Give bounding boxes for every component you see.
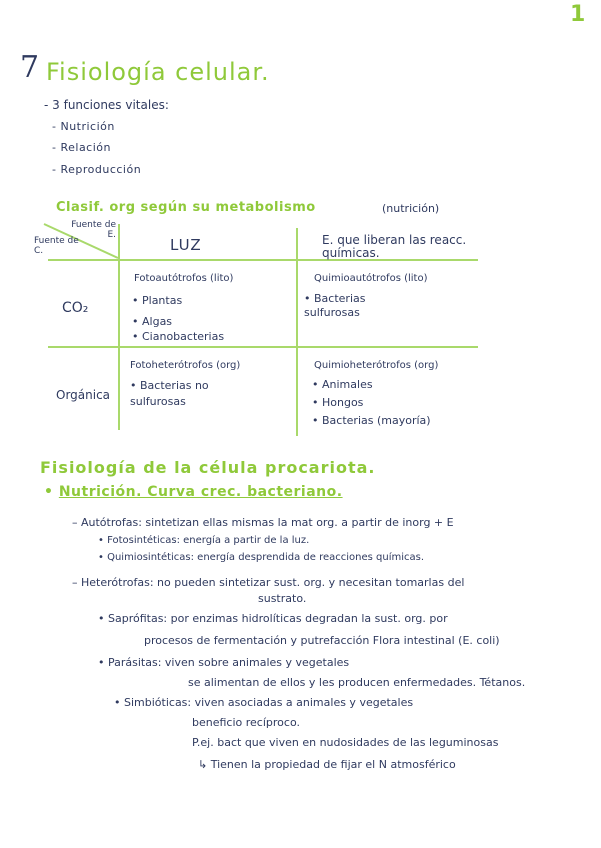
table-second-column-rule [296,228,298,436]
simbioticas-line: • Simbióticas: viven asociadas a animales y vegetales [114,696,414,709]
column-chemical: E. que liberan las reacc. químicas. [322,233,467,260]
intro-item-label: Nutrición [60,120,115,133]
cell-quimioheterotrofos-item-2: • Hongos [312,396,364,409]
chapter-number: 7 [20,50,40,85]
cell-fotoautotrofos-title: Fotoautótrofos (lito) [134,273,234,284]
intro-item-1: - Nutrición [52,120,115,133]
intro-item-label: Reproducción [60,163,142,176]
parasitas-line: • Parásitas: viven sobre animales y vegetales [98,656,350,669]
row-organic: Orgánica [56,388,111,402]
intro-item-3: - Reproducción [52,163,142,176]
autotrofas-line: – Autótrofas: sintetizan ellas mismas la mat org. a partir de inorg + E [72,516,454,529]
cell-quimioheterotrofos-title: Quimioheterótrofos (org) [314,360,439,371]
cell-quimioautotrofos-title: Quimioautótrofos (lito) [314,273,428,284]
intro-item-2: - Relación [52,141,111,154]
classification-note: (nutrición) [382,202,440,215]
cell-fotoheterotrofos-title: Fotoheterótrofos (org) [130,360,241,371]
parasitas-line-2: se alimentan de ellos y les producen enfermedades. Tétanos. [188,676,526,689]
simbioticas-line-2: beneficio recíproco. [192,716,300,729]
cell-item-label: Algas [142,315,173,328]
saprofitas-line: • Saprófitas: por enzimas hidrolíticas degradan la sust. org. por [98,612,448,625]
cell-fotoautotrofos-item-2: • Algas [132,315,173,328]
cell-quimioheterotrofos-item-3: • Bacterias (mayoría) [312,414,431,427]
column-light: LUZ [170,236,202,254]
corner-carbon-source: Fuente de C. [34,236,79,256]
simbioticas-line-4 [198,758,456,771]
page-number: 1 [570,2,586,27]
cell-fotoheterotrofos-item-1: • Bacterias no sulfurosas [130,379,209,408]
fotosinteticas-line: • Fotosintéticas: energía a partir de la luz. [98,535,310,546]
saprofitas-text: Saprófitas: por enzimas hidrolíticas degradan la sust. org. por [108,612,448,625]
heterotrofas-label: Heterótrofas [81,576,150,589]
procariota-subtitle-label: Nutrición. Curva crec. bacteriano. [58,484,343,500]
intro-lead-line: - 3 funciones vitales: [44,98,169,112]
quimiosinteticas-line: • Quimiosintéticas: energía desprendida de reacciones químicas. [98,552,425,563]
cell-item-label: Hongos [322,396,364,409]
corner-energy-source: Fuente de E. [71,220,116,240]
cell-quimioheterotrofos-item-1: • Animales [312,378,373,391]
table-row-rule [48,346,478,348]
cell-quimioautotrofos-item-1: • Bacterias sulfurosas [304,292,366,319]
procariota-subtitle: • Nutrición. Curva crec. bacteriano. [44,484,343,500]
simbioticas-line-3: P.ej. bact que viven en nudosidades de las leguminosas [192,736,499,749]
cell-fotoautotrofos-item-3: • Cianobacterias [132,330,225,343]
heterotrofas-text-cont: sustrato. [258,592,307,605]
simbioticas-fact: Tienen la propiedad de fijar el N atmosférico [210,758,456,771]
cell-item-label: Bacterias sulfurosas [304,292,366,319]
quimiosinteticas-text: Quimiosintéticas: energía desprendida de reacciones químicas. [107,552,425,563]
saprofitas-line-2: procesos de fermentación y putrefacción Flora intestinal (E. coli) [144,634,500,647]
simbioticas-text: Simbióticas: viven asociadas a animales y vegetales [124,696,414,709]
intro-lead: 3 funciones vitales: [52,98,169,112]
cell-item-label: Bacterias no sulfurosas [130,379,209,408]
arrow-icon: ↳ [198,758,211,771]
fotosinteticas-text: Fotosintéticas: energía a partir de la luz. [107,535,310,546]
cell-item-label: Cianobacterias [142,330,225,343]
parasitas-text: Parásitas: viven sobre animales y vegetales [108,656,350,669]
chapter-title: Fisiología celular. [46,58,270,86]
cell-fotoautotrofos-item-1: • Plantas [132,294,183,307]
autotrofas-text: : sintetizan ellas mismas la mat org. a partir de inorg + E [138,516,454,529]
cell-item-label: Bacterias (mayoría) [322,414,431,427]
cell-item-label: Animales [322,378,373,391]
heterotrofas-line: – Heterótrofas: no pueden sintetizar sust. org. y necesitan tomarlas del [72,576,465,589]
cell-item-label: Plantas [142,294,183,307]
intro-item-label: Relación [60,141,111,154]
row-co2: CO₂ [62,300,89,316]
procariota-title: Fisiología de la célula procariota. [40,458,376,477]
autotrofas-label: Autótrofas [81,516,139,529]
heterotrofas-text: : no pueden sintetizar sust. org. y necesitan tomarlas del [149,576,465,589]
classification-title: Clasif. org según su metabolismo [56,200,316,215]
